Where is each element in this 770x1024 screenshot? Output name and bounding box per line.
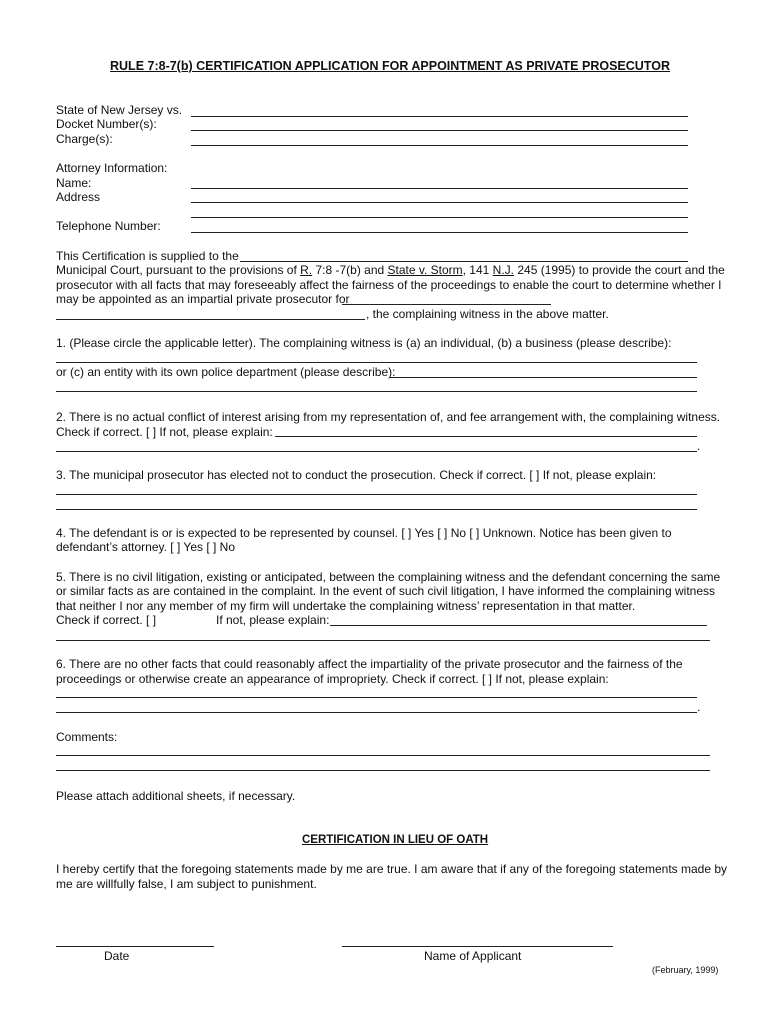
attorney-info-label: Attorney Information: bbox=[56, 161, 168, 175]
item-2-explain-field-2[interactable] bbox=[56, 451, 697, 452]
item-1-text: 1. (Please circle the applicable letter). The complaining witness is (a) an individual, (b) a business (please describe): bbox=[56, 336, 672, 350]
attach-note: Please attach additional sheets, if necessary. bbox=[56, 789, 296, 803]
telephone-label: Telephone Number: bbox=[56, 219, 161, 233]
item-4-attorney-text: defendant’s attorney. [ ] Yes [ ] No bbox=[56, 540, 236, 554]
item-5-line-1: 5. There is no civil litigation, existing or anticipated, between the complaining witness and the defendant concerning the same bbox=[56, 570, 721, 584]
item-1-describe-field[interactable] bbox=[56, 362, 697, 363]
item-5-line-3: that neither I nor any member of my firm will undertake the complaining witness’ representation in that matter. bbox=[56, 599, 636, 613]
date-label: Date bbox=[104, 949, 130, 963]
item-1-extra-field[interactable] bbox=[56, 391, 697, 392]
address-label: Address bbox=[56, 190, 101, 204]
applicant-name-field[interactable] bbox=[342, 946, 613, 947]
state-field[interactable] bbox=[191, 116, 688, 117]
attorney-name-field[interactable] bbox=[191, 188, 688, 189]
item-5-explain-text: If not, please explain: bbox=[216, 613, 330, 627]
state-label: State of New Jersey vs. bbox=[56, 103, 183, 117]
form-title: RULE 7:8-7(b) CERTIFICATION APPLICATION FOR APPOINTMENT AS PRIVATE PROSECUTOR bbox=[110, 59, 670, 73]
item-6-line-1: 6. There are no other facts that could reasonably affect the impartiality of the private prosecutor and the fairness of the bbox=[56, 657, 683, 671]
certification-line-2: me are willfully false, I am subject to punishment. bbox=[56, 877, 317, 891]
certification-line-1: I hereby certify that the foregoing statements made by me are true. I am aware that if any of the foregoing statements made by bbox=[56, 862, 728, 876]
item-3-text: 3. The municipal prosecutor has elected not to conduct the prosecution. Check if correct. [ ] If not, please explain: bbox=[56, 468, 657, 482]
form-revision-date: (February, 1999) bbox=[652, 965, 719, 975]
item-2-period: . bbox=[697, 439, 701, 453]
item-1-entity-field[interactable] bbox=[390, 377, 697, 378]
item-2-explain-field[interactable] bbox=[275, 436, 697, 437]
comments-field-1[interactable] bbox=[56, 755, 710, 756]
cert-line-2: Municipal Court, pursuant to the provisions of R. 7:8 -7(b) and State v. Storm, 141 N.J. 245 (1995) to provide the court and the bbox=[56, 263, 725, 277]
address-field-2[interactable] bbox=[191, 217, 688, 218]
telephone-field[interactable] bbox=[191, 232, 688, 233]
item-6-period: . bbox=[697, 700, 701, 714]
item-5-check-text: Check if correct. [ ] bbox=[56, 613, 157, 627]
item-3-explain-field-2[interactable] bbox=[56, 509, 697, 510]
item-1-entity-text: or (c) an entity with its own police department (please describe): bbox=[56, 365, 396, 379]
municipal-court-field[interactable] bbox=[240, 261, 688, 262]
charges-field[interactable] bbox=[191, 145, 688, 146]
comments-field-2[interactable] bbox=[56, 770, 710, 771]
item-2-text: 2. There is no actual conflict of interest arising from my representation of, and fee arrangement with, the complaining witness. bbox=[56, 410, 721, 424]
item-6-line-2: proceedings or otherwise create an appearance of impropriety. Check if correct. [ ] If not, please explain: bbox=[56, 672, 609, 686]
cert-line-3: prosecutor with all facts that may foreseeably affect the fairness of the proceedings to enable the court to determine whether I bbox=[56, 278, 722, 292]
item-2-check-text: Check if correct. [ ] If not, please explain: bbox=[56, 425, 273, 439]
name-label: Name: bbox=[56, 176, 92, 190]
date-field[interactable] bbox=[56, 946, 214, 947]
docket-field[interactable] bbox=[191, 130, 688, 131]
applicant-name-label: Name of Applicant bbox=[424, 949, 522, 963]
item-5-explain-field-2[interactable] bbox=[56, 640, 710, 641]
address-field-1[interactable] bbox=[191, 202, 688, 203]
charges-label: Charge(s): bbox=[56, 132, 113, 146]
item-5-line-2: or similar facts as are contained in the complaint. In the event of such civil litigation, I have informed the complaining witness bbox=[56, 584, 715, 598]
item-6-explain-field[interactable] bbox=[56, 697, 697, 698]
item-5-explain-field[interactable] bbox=[330, 625, 707, 626]
prosecutor-for-field[interactable] bbox=[342, 304, 551, 305]
docket-label: Docket Number(s): bbox=[56, 117, 157, 131]
cert-line-4: may be appointed as an impartial private prosecutor for bbox=[56, 292, 350, 306]
item-6-explain-field-2[interactable] bbox=[56, 712, 697, 713]
certification-heading: CERTIFICATION IN LIEU OF OATH bbox=[302, 834, 489, 846]
complaining-witness-field[interactable] bbox=[56, 319, 365, 320]
item-3-explain-field[interactable] bbox=[56, 494, 697, 495]
cert-line-5: , the complaining witness in the above matter. bbox=[366, 307, 609, 321]
comments-label: Comments: bbox=[56, 730, 118, 744]
cert-supplied-text: This Certification is supplied to the bbox=[56, 249, 239, 263]
item-4-text: 4. The defendant is or is expected to be represented by counsel. [ ] Yes [ ] No [ ] Unknown. Notice has been given to bbox=[56, 526, 672, 540]
